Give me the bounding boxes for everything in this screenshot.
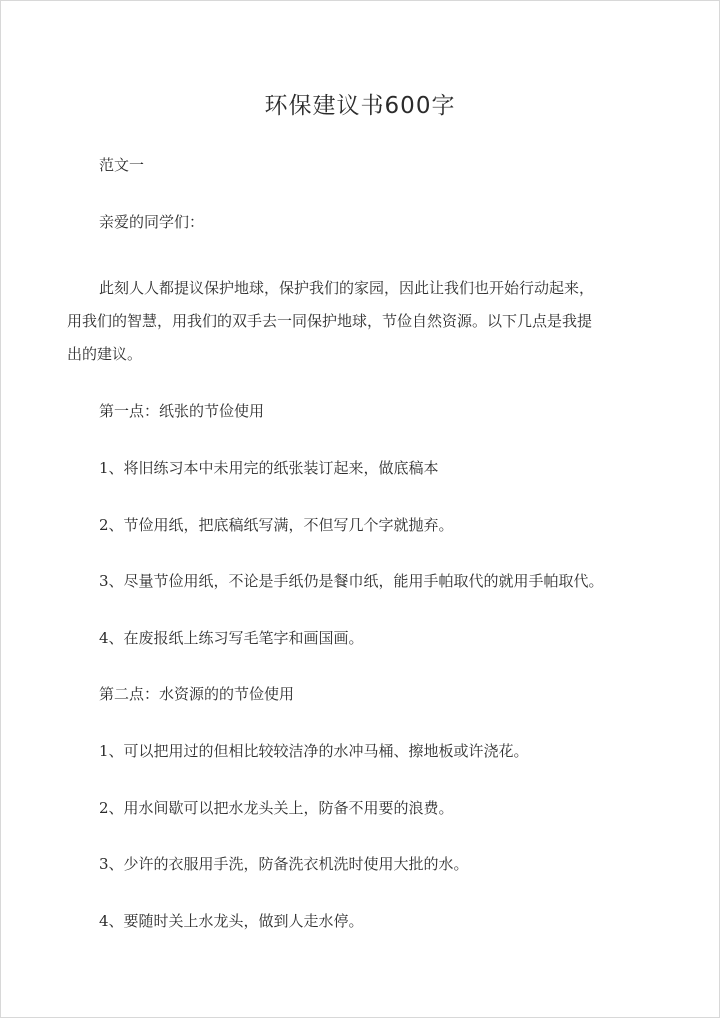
- list-item: 2、用水间歇可以把水龙头关上，防备不用要的浪费。: [99, 799, 454, 817]
- intro-line-2: 用我们的智慧，用我们的双手去一同保护地球，节俭自然资源。以下几点是我提: [67, 312, 593, 330]
- list-item: 4、在废报纸上练习写毛笔字和画国画。: [99, 629, 364, 647]
- intro-line-3: 出的建议。: [67, 345, 143, 363]
- list-item: 2、节俭用纸，把底稿纸写满，不但写几个字就抛弃。: [99, 516, 454, 534]
- section1-heading: 第一点：纸张的节俭使用: [99, 402, 265, 420]
- salutation: 亲爱的同学们：: [99, 213, 205, 231]
- list-item: 3、尽量节俭用纸，不论是手纸仍是餐巾纸，能用手帕取代的就用手帕取代。: [99, 572, 604, 590]
- list-item: 3、少许的衣服用手洗，防备洗衣机洗时使用大批的水。: [99, 855, 469, 873]
- sample-heading: 范文一: [99, 156, 145, 174]
- list-item: 1、将旧练习本中未用完的纸张装订起来，做底稿本: [99, 459, 439, 477]
- document-title: 环保建议书600字: [264, 93, 456, 119]
- list-item: 4、要随时关上水龙头，做到人走水停。: [99, 912, 364, 930]
- section2-heading: 第二点：水资源的的节俭使用: [99, 685, 295, 703]
- intro-line-1: 此刻人人都提议保护地球，保护我们的家园，因此让我们也开始行动起来，: [99, 279, 595, 297]
- list-item: 1、可以把用过的但相比较较洁净的水冲马桶、擦地板或许浇花。: [99, 742, 529, 760]
